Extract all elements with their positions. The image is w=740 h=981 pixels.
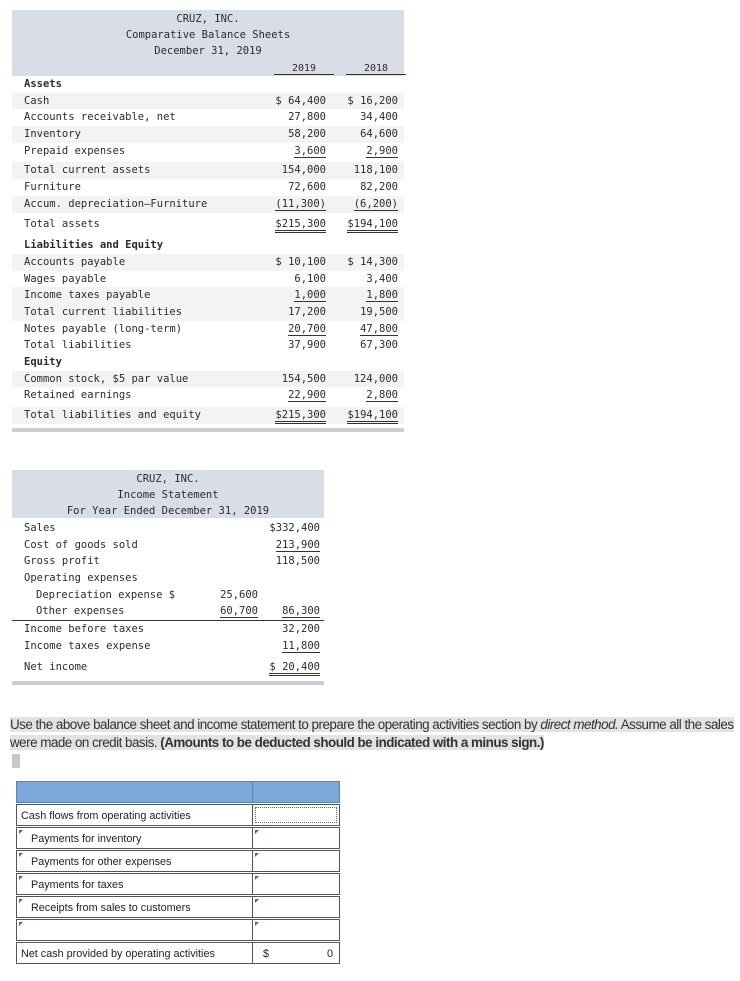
bs-date: December 31, 2019 — [154, 45, 262, 57]
bs-row-2019-value: $ 64,400 — [275, 94, 326, 107]
is-row-total-value: 118,500 — [275, 555, 320, 568]
cf-item-label-cell[interactable] — [16, 850, 252, 872]
bs-row-2019-value: 154,500 — [281, 372, 326, 385]
bs-company: CRUZ, INC. — [176, 13, 240, 25]
bs-row-label: Equity — [24, 356, 62, 368]
is-row — [12, 621, 324, 638]
is-row-label: Income before taxes — [24, 623, 145, 636]
dropdown-marker-icon — [255, 922, 259, 926]
balance-sheet-header — [12, 10, 404, 76]
is-row-label: Operating expenses — [24, 572, 138, 585]
cf-item-row — [16, 896, 340, 919]
is-row-total-value: 32,200 — [282, 623, 320, 636]
bs-row-2019-value: 6,100 — [294, 272, 326, 285]
bs-row-2019-value: 17,200 — [288, 305, 326, 318]
cf-total-label: Net cash provided by operating activities — [21, 948, 215, 960]
bs-col-2018: 2018 — [346, 63, 406, 75]
bs-row-2018-value: $194,100 — [347, 218, 398, 233]
dropdown-marker-icon — [19, 876, 23, 880]
dropdown-marker-icon — [255, 876, 259, 880]
bs-row — [12, 337, 404, 354]
bs-row — [12, 304, 404, 321]
bs-row-2018-value: (6,200) — [353, 197, 398, 210]
cf-total-value: 0 — [326, 948, 333, 960]
bs-row-label: Income taxes payable — [24, 289, 151, 302]
cf-item-value-input[interactable] — [252, 896, 340, 918]
dropdown-marker-icon — [19, 899, 23, 903]
bs-row-2019-value: 3,600 — [294, 144, 326, 157]
bs-row-2018-value: 19,500 — [360, 305, 398, 318]
cf-item-label: Receipts from sales to customers — [31, 902, 191, 914]
is-row — [12, 603, 324, 621]
bs-row — [12, 287, 404, 304]
is-row-total-value: $332,400 — [269, 522, 320, 534]
bs-row — [12, 387, 404, 404]
is-row-subtotal-value: 25,600 — [220, 588, 258, 601]
bs-row-label: Total assets — [24, 217, 100, 230]
bs-row-label: Prepaid expenses — [24, 144, 126, 157]
bs-row-2019-value: $ 10,100 — [275, 255, 326, 268]
is-row-label: Net income — [24, 660, 88, 673]
cf-total-row — [16, 942, 340, 965]
bs-row-2019-value: $215,300 — [275, 409, 326, 424]
bs-row-label: Inventory — [24, 128, 81, 141]
bs-row-2018-value: 34,400 — [360, 111, 398, 124]
question-marker — [12, 754, 20, 768]
cf-item-label: Payments for taxes — [31, 879, 124, 891]
cf-heading-row — [16, 804, 340, 827]
is-row — [12, 570, 324, 587]
is-row-total-value: 86,300 — [282, 605, 320, 618]
is-row-label: Depreciation expense $ — [36, 588, 176, 601]
bs-row — [12, 162, 404, 179]
is-company: CRUZ, INC. — [136, 473, 200, 485]
is-row — [12, 587, 324, 604]
cf-header-row — [16, 781, 340, 804]
bs-row-2018-value: 47,800 — [360, 322, 398, 335]
is-row — [12, 520, 324, 537]
bs-row-label: Accounts payable — [24, 255, 126, 268]
is-row — [12, 537, 324, 554]
bs-row-2018-value: 1,800 — [366, 289, 398, 302]
bs-row — [12, 126, 404, 143]
is-row-total-value: $ 20,400 — [269, 661, 320, 676]
cf-heading-input[interactable] — [255, 807, 337, 823]
cf-empty-value-input[interactable] — [252, 919, 340, 941]
question-bold: (Amounts to be deducted should be indicated with a minus sign.) — [160, 735, 544, 750]
bs-row-label: Assets — [24, 78, 62, 90]
bs-row — [12, 371, 404, 388]
bs-row — [12, 354, 404, 371]
income-statement-header — [12, 470, 324, 518]
cf-item-value-input[interactable] — [252, 850, 340, 872]
is-title: Income Statement — [117, 489, 219, 501]
dropdown-marker-icon — [255, 853, 259, 857]
bs-row-2019-value: 37,900 — [288, 339, 326, 352]
bs-row-label: Notes payable (long-term) — [24, 322, 183, 335]
bs-row — [12, 254, 404, 271]
bs-row-2019-value: 22,900 — [288, 389, 326, 402]
bs-row-label: Total liabilities and equity — [24, 409, 202, 422]
dropdown-marker-icon — [255, 899, 259, 903]
bs-footer-bar — [12, 428, 404, 432]
cf-item-row — [16, 827, 340, 850]
is-row-subtotal-value: 60,700 — [220, 605, 258, 618]
dropdown-marker-icon — [19, 922, 23, 926]
cf-item-row — [16, 850, 340, 873]
cf-item-value-input[interactable] — [252, 827, 340, 849]
bs-row-2018-value: 82,200 — [360, 181, 398, 194]
balance-sheet — [12, 10, 404, 432]
bs-row-label: Total current liabilities — [24, 305, 183, 318]
bs-row-2018-value: 3,400 — [366, 272, 398, 285]
bs-row — [12, 143, 404, 160]
question-italic: direct method. — [540, 717, 619, 732]
bs-row — [12, 321, 404, 338]
bs-row-label: Total liabilities — [24, 339, 132, 352]
bs-row — [12, 109, 404, 126]
bs-row-label: Total current assets — [24, 164, 151, 177]
bs-row — [12, 216, 404, 233]
bs-row — [12, 196, 404, 213]
bs-row — [12, 93, 404, 110]
bs-row — [12, 407, 404, 424]
question-part1: Use the above balance sheet and income statement to prepare the operating activities section by — [10, 717, 541, 732]
is-footer-bar — [12, 681, 324, 685]
income-statement — [12, 470, 324, 685]
is-row — [12, 638, 324, 655]
bs-row-2018-value: 124,000 — [353, 372, 398, 385]
bs-row-2019-value: 154,000 — [281, 164, 326, 177]
bs-row-2019-value: 58,200 — [288, 128, 326, 141]
cf-item-label-cell[interactable] — [16, 827, 252, 849]
question-text — [10, 716, 736, 752]
is-row-label: Income taxes expense — [24, 639, 151, 652]
bs-row-label: Retained earnings — [24, 389, 132, 402]
bs-row-label: Liabilities and Equity — [24, 239, 164, 252]
bs-row-label: Furniture — [24, 181, 81, 194]
bs-row-label: Wages payable — [24, 272, 107, 285]
is-row — [12, 659, 324, 676]
bs-row-2019-value: $215,300 — [275, 218, 326, 233]
question-part2: Assume all the sales were made on credit basis. — [10, 717, 734, 750]
bs-row-2019-value: 27,800 — [288, 111, 326, 124]
cash-flow-table — [16, 781, 340, 965]
bs-row-2019-value: (11,300) — [275, 197, 326, 210]
is-period: For Year Ended December 31, 2019 — [66, 505, 270, 517]
dropdown-marker-icon — [19, 853, 23, 857]
is-row — [12, 553, 324, 570]
cf-total-currency: $ — [263, 948, 270, 960]
bs-row-label: Common stock, $5 par value — [24, 372, 189, 385]
cf-empty-label-cell[interactable] — [16, 919, 252, 941]
bs-col-2019: 2019 — [274, 63, 334, 75]
is-row-label: Other expenses — [36, 605, 125, 618]
bs-row-2019-value: 1,000 — [294, 289, 326, 302]
bs-title: Comparative Balance Sheets — [125, 29, 291, 41]
bs-row-label: Accounts receivable, net — [24, 111, 176, 124]
bs-row-2018-value: 2,900 — [366, 144, 398, 157]
bs-row-label: Accum. depreciation—Furniture — [24, 197, 208, 210]
is-row-total-value: 11,800 — [282, 639, 320, 652]
bs-row-2018-value: 67,300 — [360, 339, 398, 352]
cf-item-label: Payments for inventory — [31, 833, 142, 845]
dropdown-marker-icon — [19, 830, 23, 834]
bs-row-2018-value: $ 16,200 — [347, 94, 398, 107]
is-row-total-value: 213,900 — [275, 538, 320, 551]
bs-row-2018-value: 64,600 — [360, 128, 398, 141]
cf-heading: Cash flows from operating activities — [21, 810, 191, 822]
cf-item-row — [16, 873, 340, 896]
bs-row — [12, 179, 404, 196]
bs-row-label: Cash — [24, 94, 50, 107]
is-row-label: Gross profit — [24, 555, 100, 568]
bs-row — [12, 271, 404, 288]
bs-row-2018-value: $ 14,300 — [347, 255, 398, 268]
is-row-label: Sales — [24, 522, 56, 534]
bs-row-2018-value: $194,100 — [347, 409, 398, 424]
bs-row-2018-value: 2,800 — [366, 389, 398, 402]
cf-item-label: Payments for other expenses — [31, 856, 172, 868]
bs-row — [12, 76, 404, 93]
bs-row-2019-value: 20,700 — [288, 322, 326, 335]
is-row-label: Cost of goods sold — [24, 538, 138, 551]
dropdown-marker-icon — [255, 830, 259, 834]
bs-row — [12, 237, 404, 254]
bs-row-2019-value: 72,600 — [288, 181, 326, 194]
cf-item-label-cell[interactable] — [16, 896, 252, 918]
cf-empty-row — [16, 919, 340, 942]
cf-item-value-input[interactable] — [252, 873, 340, 895]
cf-item-label-cell[interactable] — [16, 873, 252, 895]
bs-row-2018-value: 118,100 — [353, 164, 398, 177]
